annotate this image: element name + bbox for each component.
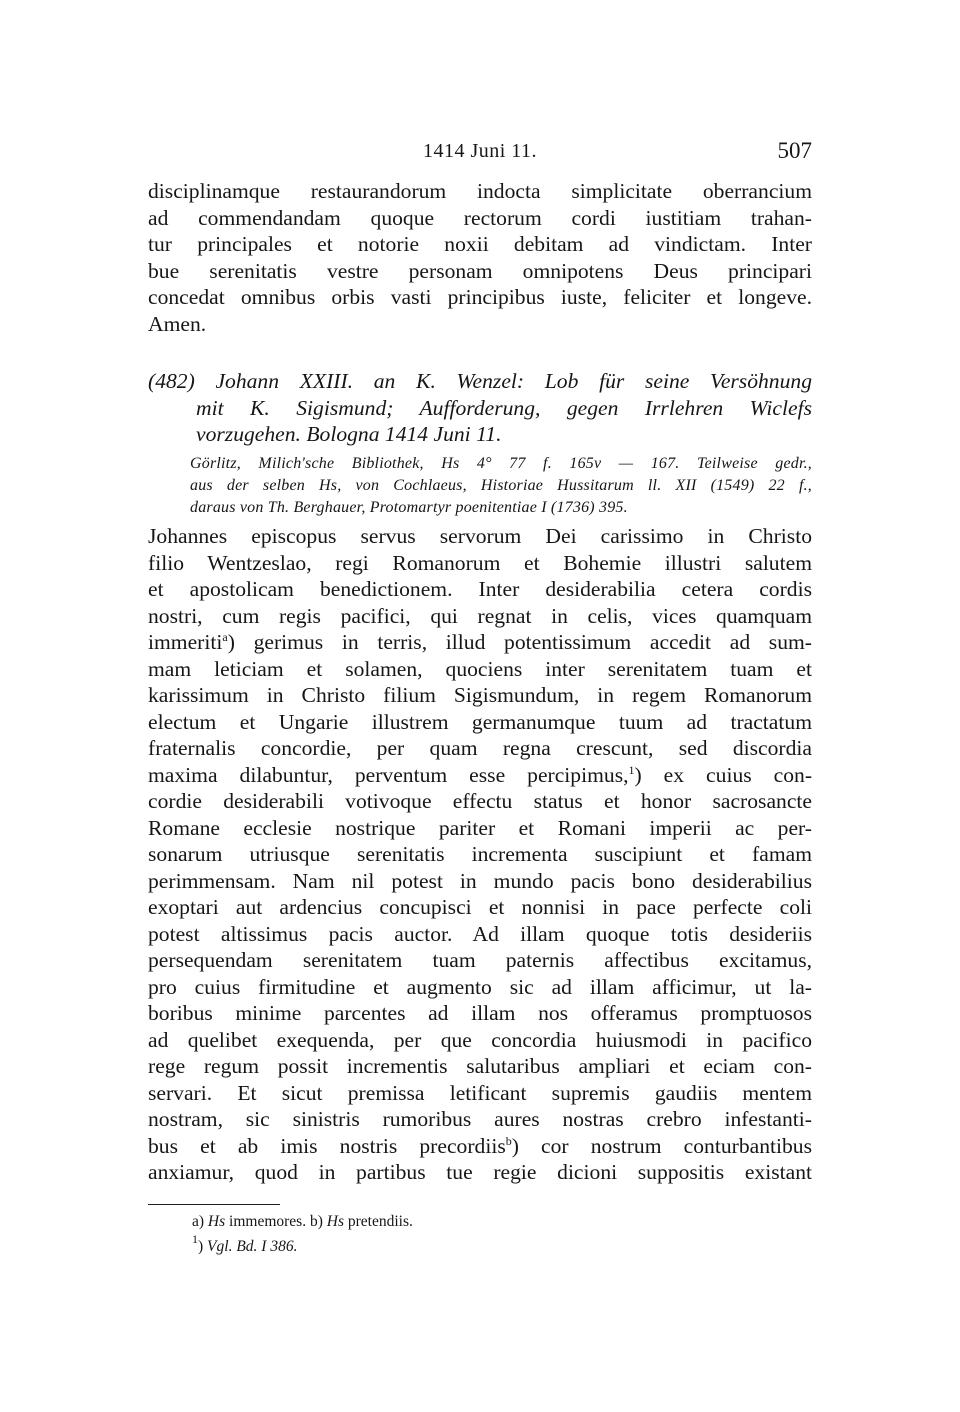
footnote-text-a: immemores. bbox=[229, 1213, 307, 1230]
text-line: persequendam serenitatem tuam paternis affectibus excitamus, bbox=[148, 948, 812, 972]
heading-line: (482) Johann XXIII. an K. Wenzel: Lob für seine Versöhnung bbox=[148, 369, 812, 393]
text-line: nostram, sic sinistris rumoribus aures nostras crebro infestanti- bbox=[148, 1107, 812, 1131]
source-line: aus der selben Hs, von Cochlaeus, Historiae Hussitarum ll. XII (1549) 22 f., bbox=[190, 477, 812, 494]
critical-footnotes bbox=[192, 1212, 413, 1232]
commentary-footnote: $^1$) Vgl. Bd. I 386. bbox=[192, 1232, 298, 1255]
continuation-paragraph bbox=[148, 178, 812, 337]
text-line: bue serenitatis vestre personam omnipotens Deus principari bbox=[148, 258, 812, 283]
line-text: ) gerimus in terris, illud potentissimum accedit ad sum- bbox=[227, 630, 812, 654]
line-text: immeriti bbox=[148, 630, 223, 654]
text-line: pro cuius firmitudine et augmento sic ad illam afficimur, ut la- bbox=[148, 974, 812, 999]
footnote-marker-a[interactable]: a bbox=[222, 630, 228, 644]
letter-body bbox=[148, 523, 812, 1186]
text-line: sonarum utriusque serenitatis incrementa suscipiunt et famam bbox=[148, 842, 812, 866]
line-text: maxima dilabuntur, perventum esse percipimus, bbox=[148, 762, 629, 787]
text-line bbox=[148, 629, 812, 656]
text-line bbox=[148, 762, 812, 789]
source-note bbox=[190, 453, 812, 519]
text-line: perimmensam. Nam nil potest in mundo pacis bono desiderabilius bbox=[148, 868, 812, 893]
footnote-divider bbox=[148, 1204, 280, 1205]
line-text: ) ex cuius con- bbox=[634, 762, 812, 787]
text-line: Amen. bbox=[148, 311, 207, 336]
text-line: nostri, cum regis pacifici, qui regnat in celis, vices quamquam bbox=[148, 603, 812, 628]
text-line: tur principales et notorie noxii debitam ad vindictam. Inter bbox=[148, 232, 812, 256]
text-line: boribus minime parcentes ad illam nos offeramus promptuosos bbox=[148, 1001, 812, 1025]
line-text: bus et ab imis nostris precordiis bbox=[148, 1133, 506, 1158]
text-line bbox=[148, 1133, 812, 1160]
text-line: potest altissimus pacis auctor. Ad illam quoque totis desideriis bbox=[148, 921, 812, 946]
text-line: ad quelibet exequenda, per que concordia huiusmodi in pacifico bbox=[148, 1027, 812, 1052]
text-line: karissimum in Christo filium Sigismundum, in regem Romanorum bbox=[148, 683, 812, 707]
text-line: anxiamur, quod in partibus tue regie dicioni suppositis existant bbox=[148, 1160, 812, 1184]
footnote-text-b: pretendiis. bbox=[347, 1213, 413, 1230]
text-line: filio Wentzeslao, regi Romanorum et Bohemie illustri salutem bbox=[148, 550, 812, 575]
footnote-siglum: Hs bbox=[326, 1213, 344, 1230]
source-line: daraus von Th. Berghauer, Protomartyr poenitentiae I (1736) 395. bbox=[190, 499, 628, 516]
page-header bbox=[148, 138, 812, 168]
text-line: disciplinamque restaurandorum indocta simplicitate oberrancium bbox=[148, 179, 812, 203]
running-head: 1414 Juni 11. bbox=[422, 140, 538, 162]
text-line: ad commendandam quoque rectorum cordi iustitiam trahan- bbox=[148, 205, 812, 230]
text-line: rege regum possit incrementis salutaribus ampliari et eciam con- bbox=[148, 1054, 812, 1078]
text-line: exoptari aut ardencius concupisci et nonnisi in pace perfecte coli bbox=[148, 895, 812, 919]
text-line: servari. Et sicut premissa letificant supremis gaudiis mentem bbox=[148, 1080, 812, 1105]
footnote-siglum: Hs bbox=[207, 1213, 226, 1230]
text-line: electum et Ungarie illustrem germanumque tuum ad tractatum bbox=[148, 709, 812, 734]
footnote-text-1: Vgl. Bd. I 386. bbox=[207, 1238, 298, 1255]
document-heading bbox=[148, 368, 812, 448]
text-line: fraternalis concordie, per quam regna crescunt, sed discordia bbox=[148, 736, 812, 760]
footnote-label-a: a) bbox=[192, 1213, 205, 1230]
text-line: et apostolicam benedictionem. Inter desiderabilia cetera cordis bbox=[148, 577, 812, 601]
text-line: Romane ecclesie nostrique pariter et Romani imperii ac per- bbox=[148, 815, 812, 840]
text-line: cordie desiderabili votivoque effectu status et honor sacrosancte bbox=[148, 789, 812, 813]
heading-line: mit K. Sigismund; Aufforderung, gegen Irrlehren Wiclefs bbox=[196, 395, 812, 420]
source-line: Görlitz, Milich'sche Bibliothek, Hs 4° 77 f. 165v — 167. Teilweise gedr., bbox=[190, 455, 812, 472]
footnote-label-b: b) bbox=[309, 1213, 323, 1230]
text-line: concedat omnibus orbis vasti principibus iuste, feliciter et longeve. bbox=[148, 285, 812, 309]
heading-line: vorzugehen. Bologna 1414 Juni 11. bbox=[196, 422, 502, 446]
footnote-marker-b[interactable]: b bbox=[505, 1133, 512, 1148]
text-line: mam leticiam et solamen, quociens inter serenitatem tuam et bbox=[148, 656, 812, 681]
page-number: 507 bbox=[777, 138, 812, 163]
text-line: Johannes episcopus servus servorum Dei carissimo in Christo bbox=[148, 524, 812, 548]
footnote-number-1: 1 bbox=[192, 1232, 198, 1246]
line-text: ) cor nostrum conturbantibus bbox=[511, 1133, 812, 1158]
footnote-marker-1[interactable]: 1 bbox=[628, 762, 635, 777]
